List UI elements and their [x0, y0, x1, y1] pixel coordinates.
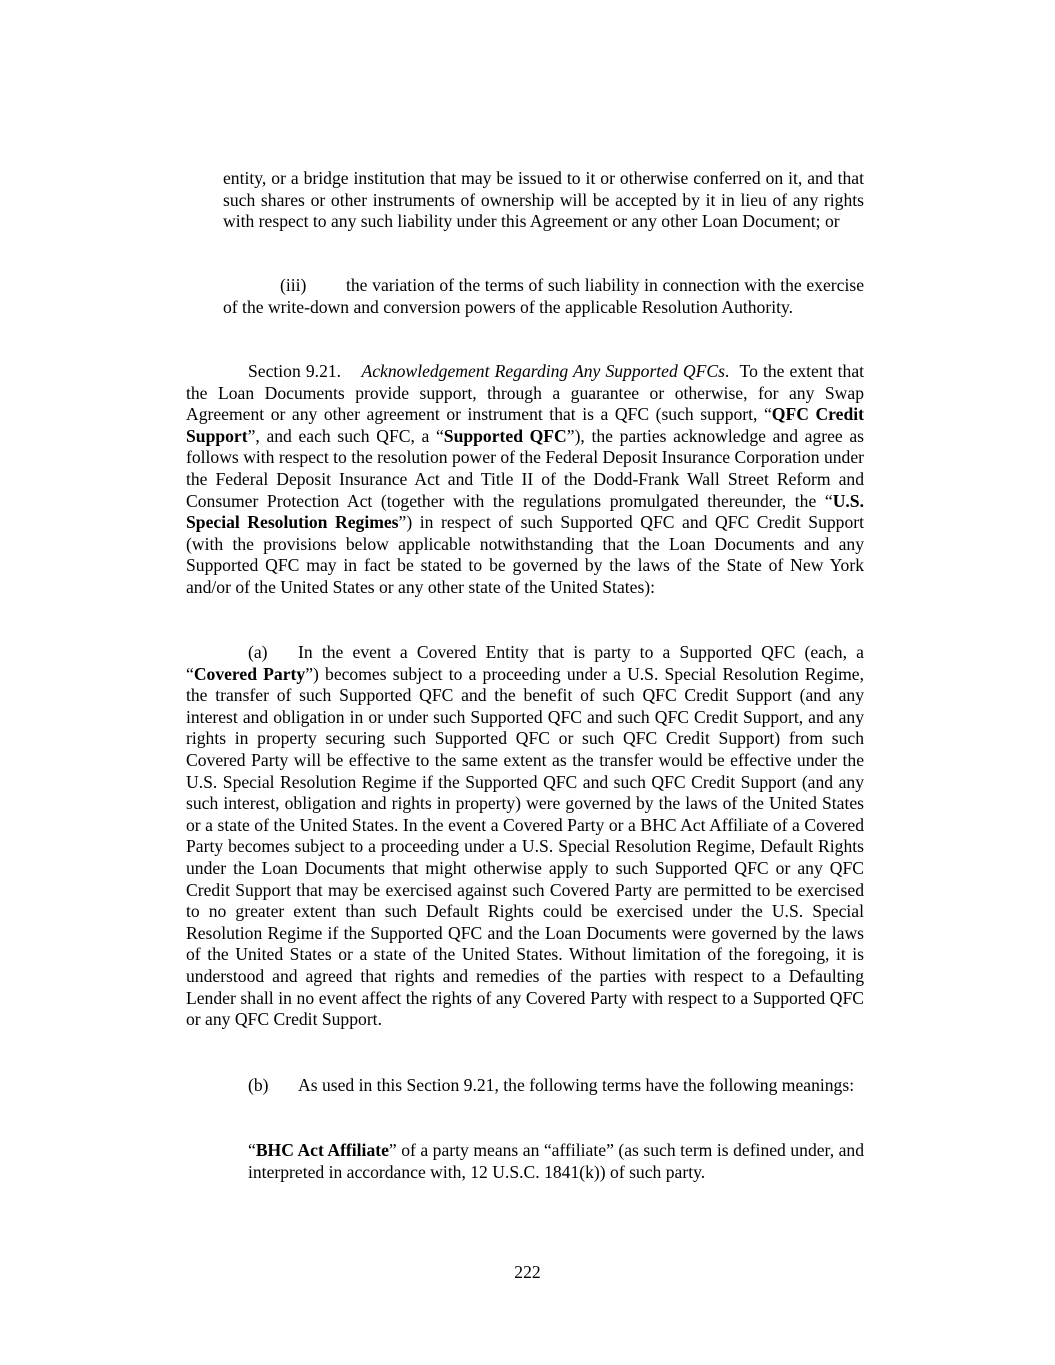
- section-9-21-paragraph: Section 9.21. Acknowledgement Regarding Any Supported QFCs. To the extent that the Loan Documents provide support, through a guarantee or otherwise, for any Swap Agreement or any other agreement or instrument that is a QFC (such support, “QFC Credit Support”, and each such QFC, a “Supported QFC”), the parties acknowledge and agree as follows with respect to the resolution power of the Federal Deposit Insurance Corporation under the Federal Deposit Insurance Act and Title II of the Dodd-Frank Wall Street Reform and Consumer Protection Act (together with the regulations promulgated thereunder, the “U.S. Special Resolution Regimes”) in respect of such Supported QFC and QFC Credit Support (with the provisions below applicable notwithstanding that the Loan Documents and any Supported QFC may in fact be stated to be governed by the laws of the State of New York and/or of the United States or any other state of the United States):: [186, 361, 865, 597]
- continuation-text: entity, or a bridge institution that may be issued to it or otherwise conferred on it, and that such shares or other instruments of ownership will be accepted by it in lieu of any rights with respect to any such liability under this Agreement or any other Loan Document; or: [223, 168, 864, 232]
- item-iii-paragraph: [223, 275, 864, 318]
- section-number: Section 9.21.: [248, 361, 342, 381]
- defined-term-qfc-credit-support: QFC Credit Support: [186, 404, 864, 446]
- section-heading: Acknowledgement Regarding Any Supported QFCs: [361, 361, 725, 381]
- defined-term-supported-qfc: Supported QFC: [443, 425, 567, 446]
- item-iii-label: (iii): [280, 275, 307, 295]
- item-b-paragraph: (b) As used in this Section 9.21, the following terms have the following meanings:: [248, 1075, 855, 1095]
- continuation-paragraph: [223, 168, 864, 233]
- item-a-label: (a): [248, 642, 268, 662]
- defined-term-covered-party: Covered Party: [193, 663, 306, 684]
- page-number: 222: [514, 1262, 541, 1282]
- item-iii-text: the variation of the terms of such liability in connection with the exercise of the write-down and conversion powers of the applicable Resolution Authority.: [223, 275, 864, 317]
- definition-bhc-act-affiliate: “BHC Act Affiliate” of a party means an “affiliate” (as such term is defined under, and interpreted in accordance with, 12 U.S.C. 1841(k)) of such party.: [248, 1140, 864, 1182]
- defined-term-bhc-act-affiliate: BHC Act Affiliate: [255, 1140, 389, 1160]
- item-a-paragraph: (a) In the event a Covered Entity that is party to a Supported QFC (each, a “Covered Party”) becomes subject to a proceeding under a U.S. Special Resolution Regime, the transfer of such Supported QFC and the benefit of such QFC Credit Support (and any interest and obligation in or under such Supported QFC and such QFC Credit Support, and any rights in property securing such Supported QFC or such QFC Credit Support) from such Covered Party will be effective to the same extent as the transfer would be effective under the U.S. Special Resolution Regime if the Supported QFC and such QFC Credit Support (and any such interest, obligation and rights in property) were governed by the laws of the United States or a state of the United States. In the event a Covered Party or a BHC Act Affiliate of a Covered Party becomes subject to a proceeding under a U.S. Special Resolution Regime, Default Rights under the Loan Documents that might otherwise apply to such Supported QFC or any QFC Credit Support that may be exercised against such Covered Party are permitted to be exercised to no greater extent than such Default Rights could be exercised under the U.S. Special Resolution Regime if the Supported QFC and the Loan Documents were governed by the laws of the United States or a state of the United States. Without limitation of the foregoing, it is understood and agreed that rights and remedies of the parties with respect to a Defaulting Lender shall in no event affect the rights of any Covered Party with respect to a Supported QFC or any QFC Credit Support.: [186, 642, 864, 1030]
- defined-term-us-special-resolution-regimes: U.S. Special Resolution Regimes: [186, 490, 864, 533]
- item-b-label: (b): [248, 1075, 269, 1095]
